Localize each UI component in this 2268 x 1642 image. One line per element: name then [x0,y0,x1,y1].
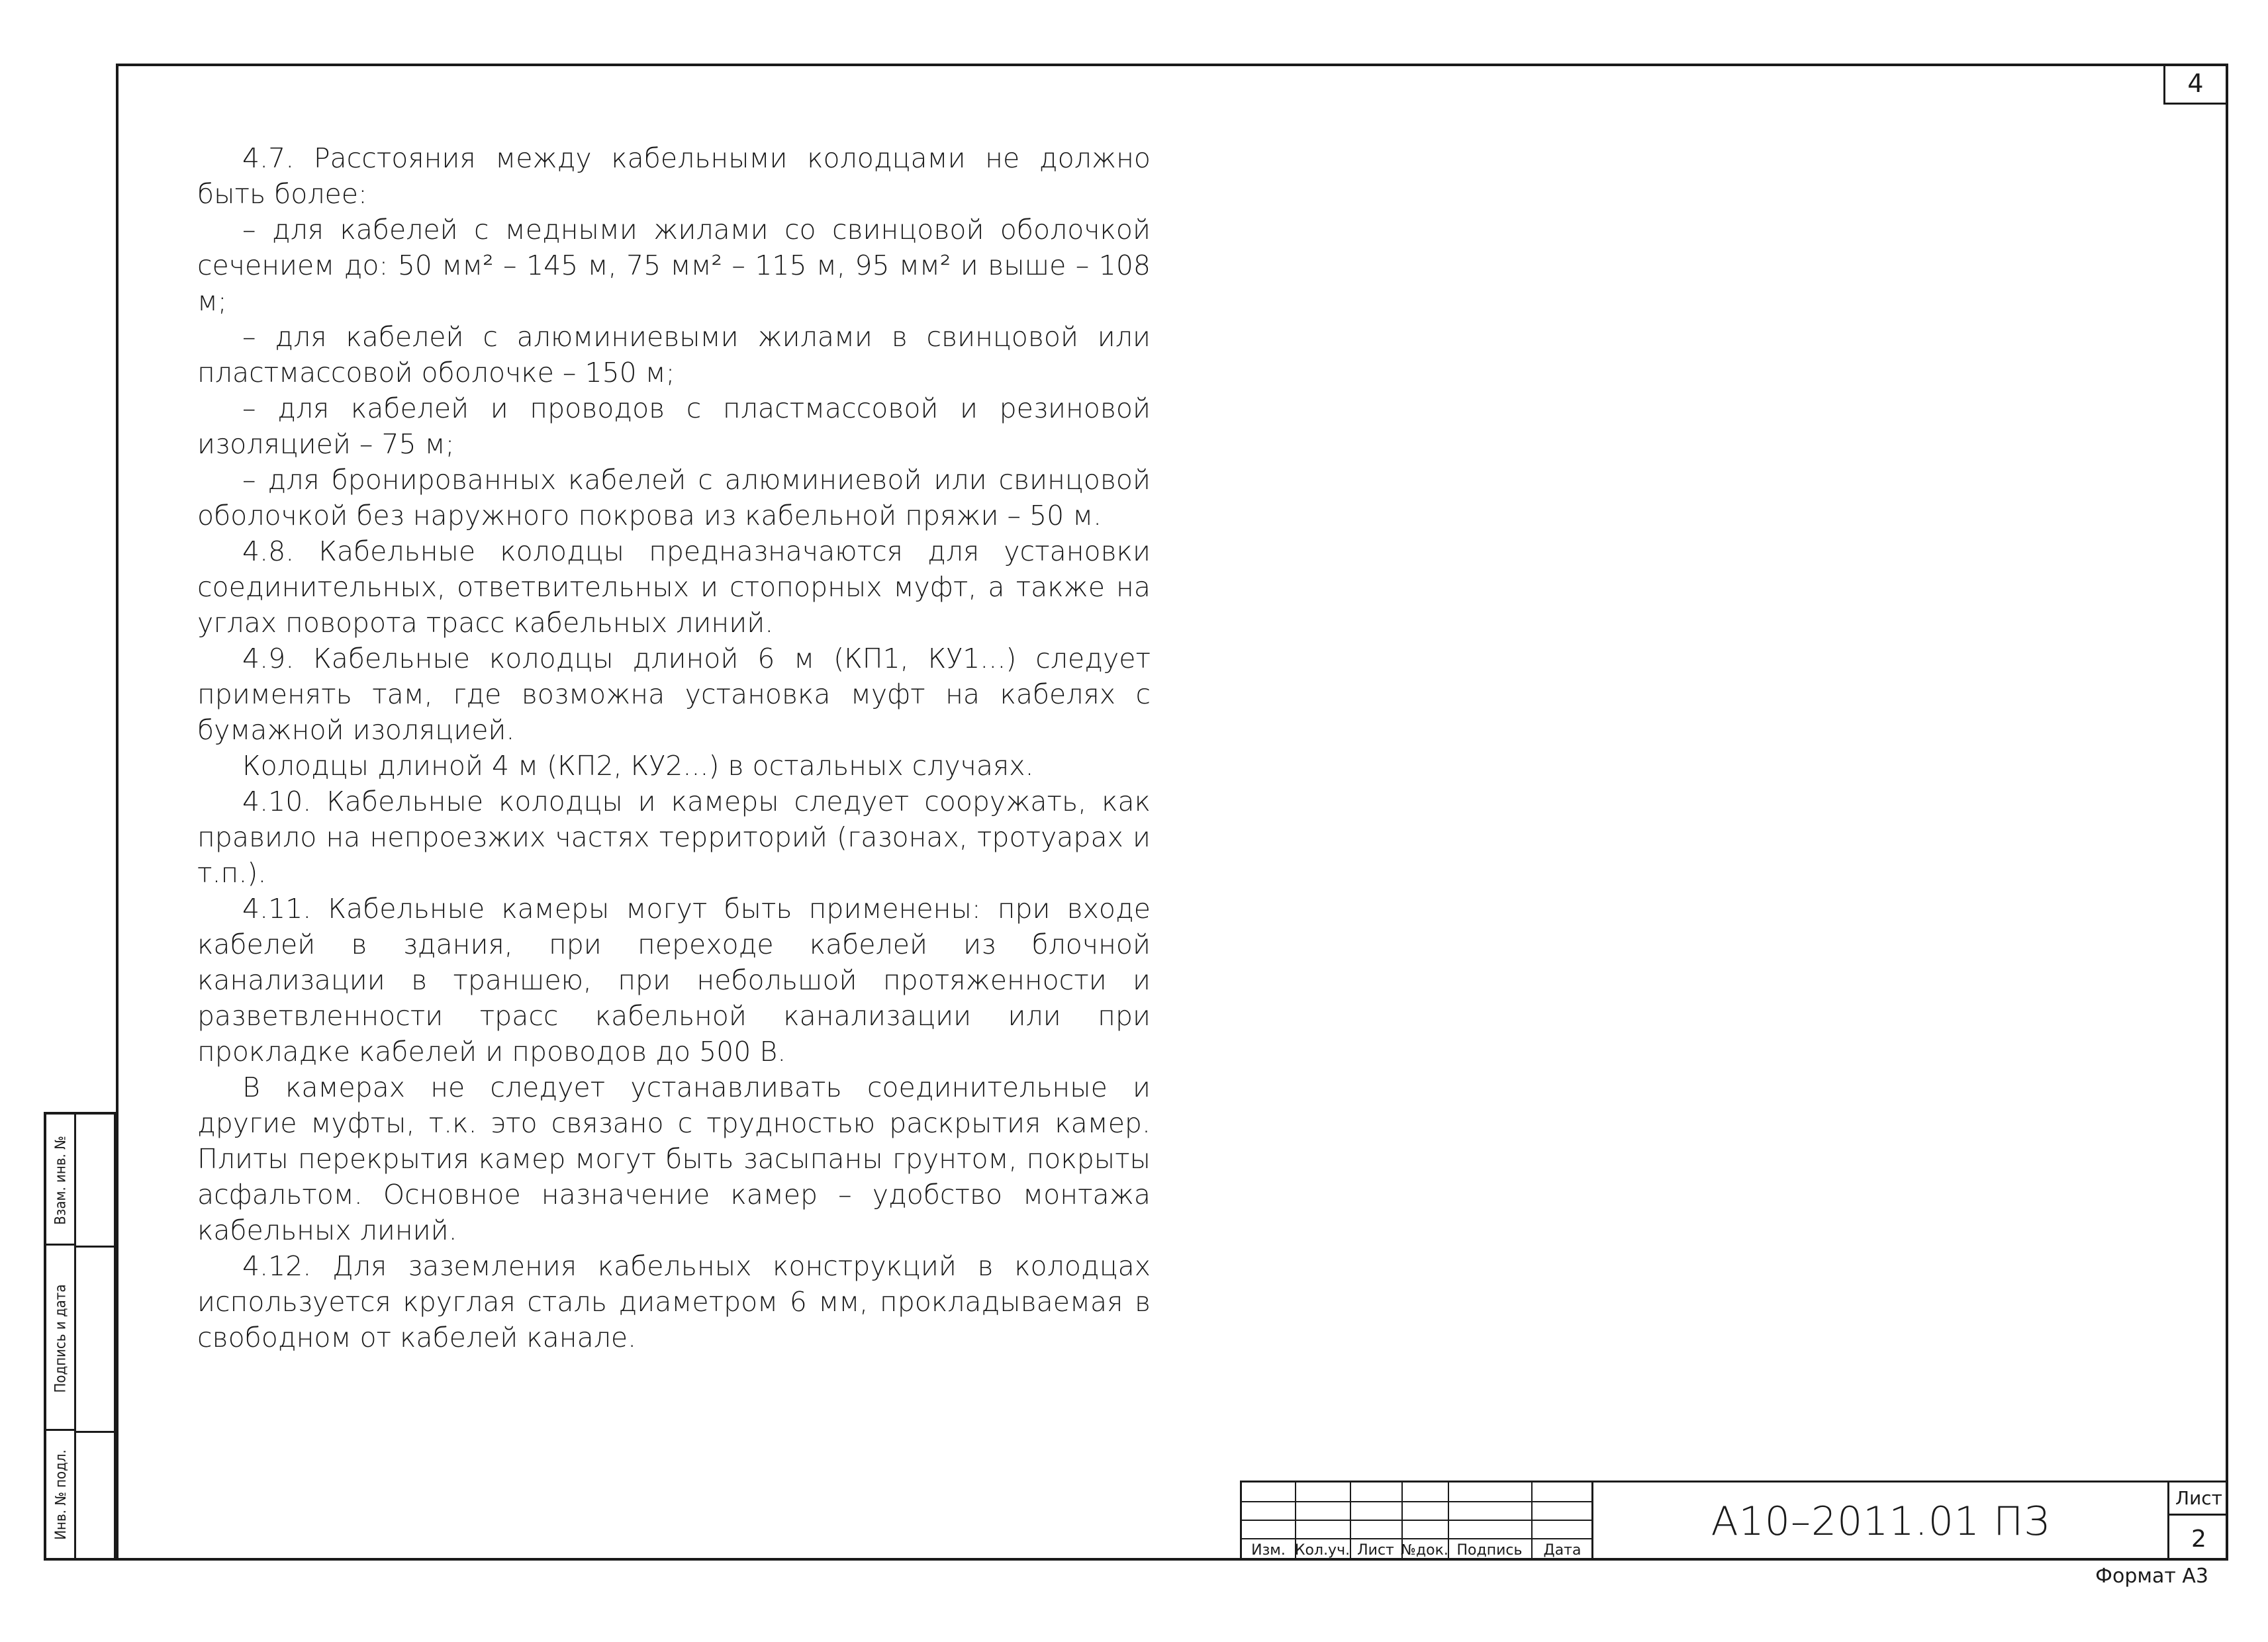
col-label-ndok: №док. [1401,1541,1448,1559]
col-label-kol-uch: Кол.уч. [1294,1541,1350,1559]
paragraph: – для кабелей и проводов с пластмассовой и резиновой изоляцией – 75 м; [197,392,1151,460]
sheet-number-tab [2163,64,2226,105]
paragraph: Колодцы длиной 4 м (КП2, КУ2...) в остальных случаях. [242,750,1034,782]
side-label-replaced-inv [49,1115,73,1246]
paragraph: 4.9. Кабельные колодцы длиной 6 м (КП1, КУ1...) следует применять там, где возможна установка муфт на кабелях с бумажной изоляцией. [197,643,1151,746]
col-label-podpis: Подпись [1456,1541,1523,1559]
paragraph: 4.10. Кабельные колодцы и камеры следует сооружать, как правило на непроезжих частях территорий (газонах, тротуарах и т.п.). [197,786,1151,889]
col-label-izm: Изм. [1251,1541,1286,1559]
signature-date-text: Подпись и дата [52,1284,70,1392]
side-label-signature-date [49,1246,73,1431]
format-label: Формат А3 [2095,1565,2208,1588]
paragraph: – для кабелей с медными жилами со свинцовой оболочкой сечением до: 50 мм² – 145 м, 75 мм² – 115 м, 95 мм² и выше – 108 м; [197,214,1151,317]
paragraph: 4.11. Кабельные камеры могут быть применены: при входе кабелей в здания, при переходе кабелей из блочной канализации в траншею, при небольшой протяженности и разветвленности трасс кабельной канализации или при прокладке кабелей и проводов до 500 В. [197,893,1151,1068]
paragraph: В камерах не следует устанавливать соединительные и другие муфты, т.к. это связано с трудностью раскрытия камер. Плиты перекрытия камер могут быть засыпаны грунтом, покрыты асфальтом. Основное назначение камер – удобство монтажа кабельных линий. [197,1072,1151,1246]
title-block [1240,1481,2228,1561]
side-divider [76,1431,114,1433]
sheet-number-top: 4 [2187,68,2204,98]
inv-orig-text: Инв. № подл. [52,1449,70,1540]
paragraph: – для кабелей с алюминиевыми жилами в свинцовой или пластмассовой оболочке – 150 м; [197,321,1151,388]
paragraph: 4.12. Для заземления кабельных конструкций в колодцах используется круглая сталь диаметром 6 мм, прокладываемая в свободном от кабелей канале. [197,1250,1151,1353]
body-text [197,140,1151,1355]
side-divider [76,1246,114,1248]
paragraph: 4.8. Кабельные колодцы предназначаются для установки соединительных, ответвительных и стопорных муфт, а также на углах поворота трасс кабельных линий. [197,535,1151,639]
replaced-inv-text: Взам. инв. № [52,1135,70,1225]
col-label-list: Лист [1357,1541,1394,1559]
sheet-label: Лист [2169,1482,2228,1516]
sheet-cell [2167,1481,2228,1561]
paragraph: – для бронированных кабелей с алюминиевой или свинцовой оболочкой без наружного покрова из кабельной пряжи – 50 м. [197,464,1151,531]
document-code: А10–2011.01 ПЗ [1591,1481,2167,1561]
side-stamp [44,1112,117,1561]
side-label-inv-orig [49,1431,73,1558]
revision-grid [1240,1481,1591,1561]
paragraph: 4.7. Расстояния между кабельными колодцами не должно быть более: [197,142,1151,210]
sheet-number: 2 [2191,1526,2206,1553]
col-label-data: Дата [1543,1541,1582,1559]
